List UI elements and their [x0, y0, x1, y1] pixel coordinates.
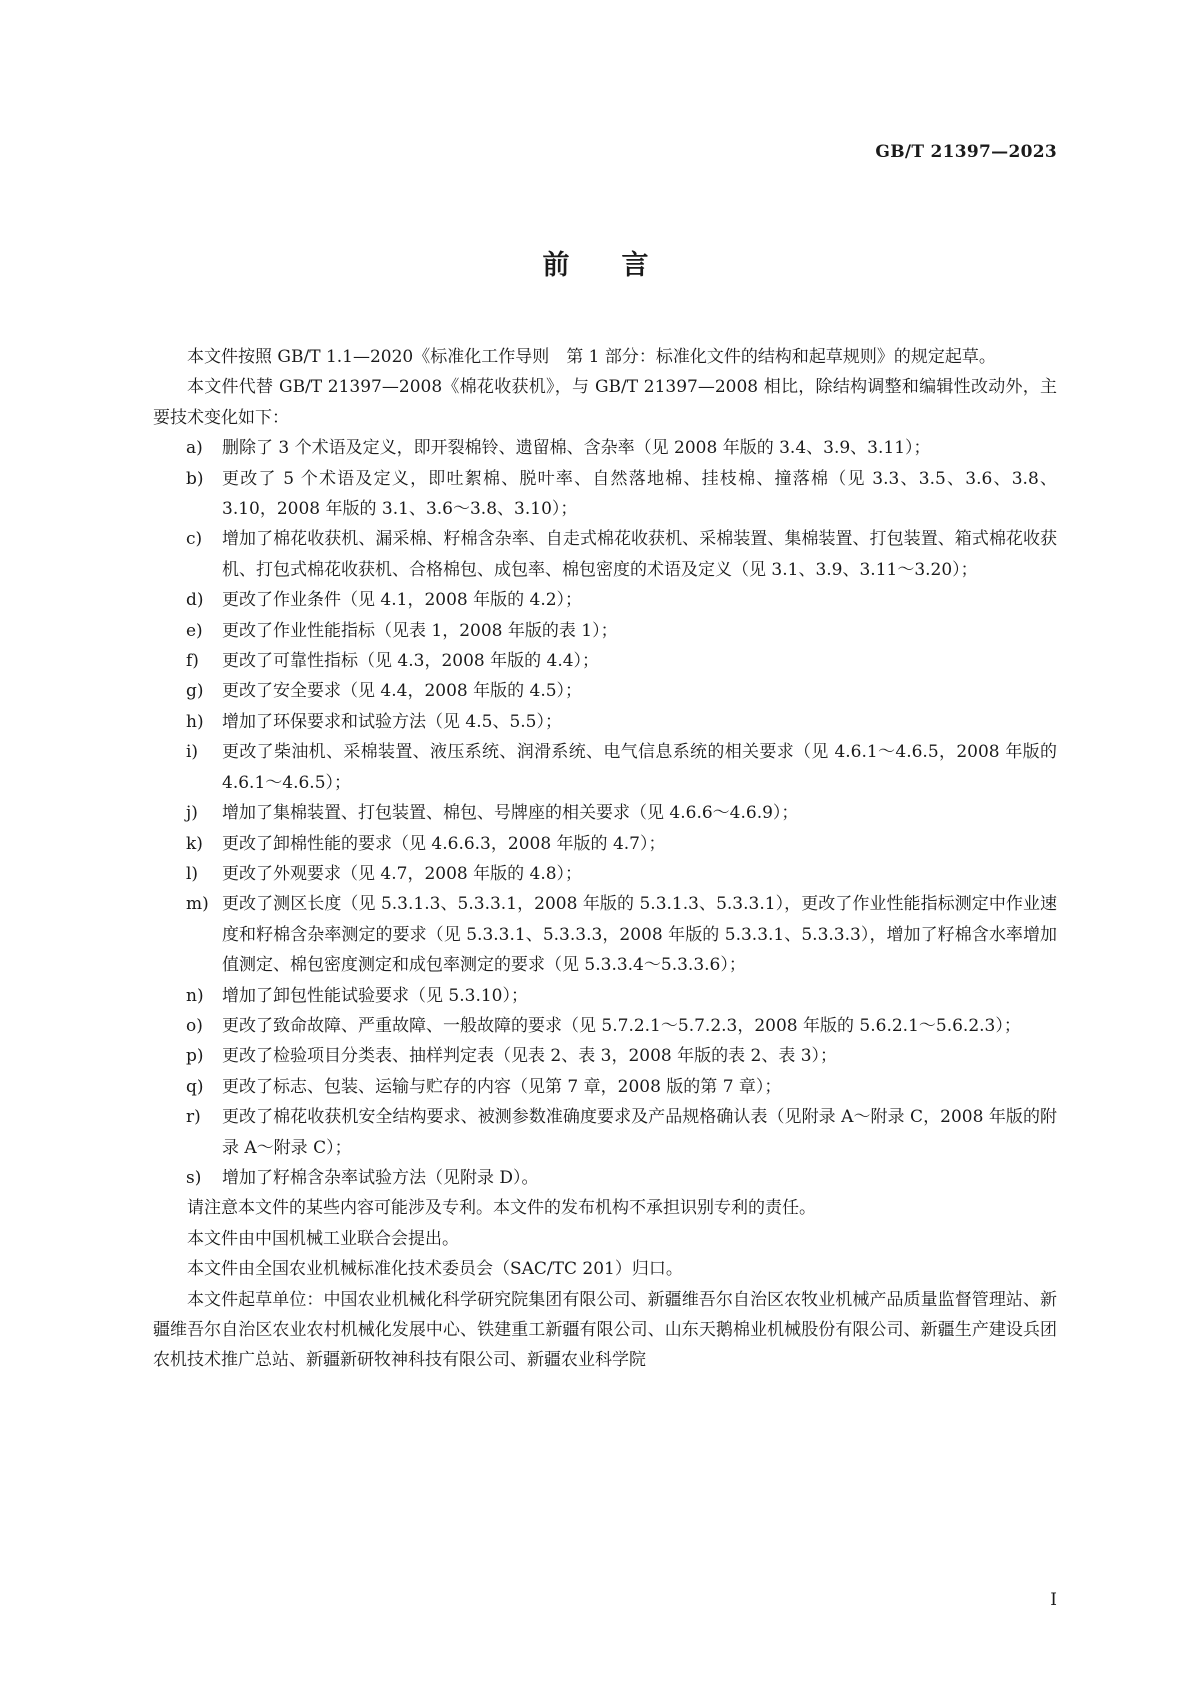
list-item-text: 增加了棉花收获机、漏采棉、籽棉含杂率、自走式棉花收获机、采棉装置、集棉装置、打包装置、箱式棉花收获机、打包式棉花收获机、合格棉包、成包率、棉包密度的术语及定义（见 3.1、3.9、3.11～3.20）； — [222, 529, 1057, 580]
list-marker: a) — [186, 438, 203, 459]
list-item — [153, 524, 1057, 585]
intro-paragraph: 本文件按照 GB/T 1.1—2020《标准化工作导则 第 1 部分：标准化文件的结构和起草规则》的规定起草。 — [187, 347, 996, 367]
list-item — [153, 1041, 1057, 1071]
list-item-text: 增加了集棉装置、打包装置、棉包、号牌座的相关要求（见 4.6.6～4.6.9）； — [222, 803, 799, 824]
list-item-text: 更改了安全要求（见 4.4，2008 年版的 4.5）； — [222, 681, 583, 702]
list-item-text: 更改了 5 个术语及定义，即吐絮棉、脱叶率、自然落地棉、挂枝棉、撞落棉（见 3.3、3.5、3.6、3.8、3.10，2008 年版的 3.1、3.6～3.8、3.10）； — [222, 468, 1057, 520]
list-item-text: 增加了环保要求和试验方法（见 4.5、5.5）； — [222, 711, 562, 732]
list-item-text: 增加了卸包性能试验要求（见 5.3.10）； — [222, 985, 528, 1006]
page-number: I — [1050, 1590, 1057, 1610]
list-marker: e) — [186, 620, 203, 641]
closing-paragraph: 本文件由中国机械工业联合会提出。 — [187, 1228, 459, 1249]
list-item — [153, 829, 1057, 859]
list-item-text: 更改了棉花收获机安全结构要求、被测参数准确度要求及产品规格确认表（见附录 A～附录 C，2008 年版的附录 A～附录 C）； — [222, 1107, 1057, 1158]
list-item-text: 更改了外观要求（见 4.7，2008 年版的 4.8）； — [222, 863, 583, 884]
document-body — [153, 342, 1057, 1376]
intro-paragraph: 本文件代替 GB/T 21397—2008《棉花收获机》，与 GB/T 21397—2008 相比，除结构调整和编辑性改动外，主要技术变化如下： — [153, 377, 1057, 428]
standard-number: GB/T 21397—2023 — [875, 142, 1057, 162]
list-item — [153, 646, 1057, 676]
list-item — [153, 707, 1057, 737]
list-item — [153, 889, 1057, 980]
list-item — [153, 1011, 1057, 1041]
list-item-text: 更改了柴油机、采棉装置、液压系统、润滑系统、电气信息系统的相关要求（见 4.6.1～4.6.5，2008 年版的 4.6.1～4.6.5）； — [222, 742, 1057, 793]
list-marker: q) — [186, 1076, 204, 1097]
list-item-text: 更改了测区长度（见 5.3.1.3、5.3.3.1，2008 年版的 5.3.1.3、5.3.3.1），更改了作业性能指标测定中作业速度和籽棉含杂率测定的要求（见 5.3.3.1、5.3.3.3，2008 年版的 5.3.3.1、5.3.3.3），增加了籽棉含水率增加值测定、棉包密度测定和成包率测定的要求（见 5.3.3.4～5.3.3.6）； — [222, 894, 1057, 976]
page-title: 前言 — [542, 250, 701, 281]
list-marker: p) — [186, 1046, 204, 1067]
list-marker: s) — [186, 1167, 202, 1188]
list-item — [153, 676, 1057, 706]
closing-paragraph: 本文件由全国农业机械标准化技术委员会（SAC/TC 201）归口。 — [187, 1259, 683, 1280]
list-item — [153, 433, 1057, 463]
list-marker: g) — [186, 681, 204, 702]
list-item — [153, 1163, 1057, 1193]
list-item — [153, 737, 1057, 798]
closing-paragraph: 请注意本文件的某些内容可能涉及专利。本文件的发布机构不承担识别专利的责任。 — [187, 1198, 816, 1219]
changes-list — [153, 433, 1057, 1193]
list-item-text: 删除了 3 个术语及定义，即开裂棉铃、遗留棉、含杂率（见 2008 年版的 3.4、3.9、3.11）； — [222, 438, 931, 459]
list-item — [153, 585, 1057, 615]
list-marker: o) — [186, 1015, 203, 1036]
list-item — [153, 616, 1057, 646]
list-item-text: 更改了作业条件（见 4.1，2008 年版的 4.2）； — [222, 590, 583, 611]
list-marker: f) — [186, 651, 199, 672]
list-item-text: 更改了卸棉性能的要求（见 4.6.6.3，2008 年版的 4.7）； — [222, 833, 666, 854]
list-marker: k) — [186, 833, 203, 854]
closing-paragraph: 本文件起草单位：中国农业机械化科学研究院集团有限公司、新疆维吾尔自治区农牧业机械产品质量监督管理站、新疆维吾尔自治区农业农村机械化发展中心、铁建重工新疆有限公司、山东天鹅棉业机械股份有限公司、新疆生产建设兵团农机技术推广总站、新疆新研牧神科技有限公司、新疆农业科学院 — [153, 1289, 1057, 1371]
list-item — [153, 798, 1057, 828]
list-marker: d) — [186, 590, 204, 611]
list-item-text: 更改了标志、包装、运输与贮存的内容（见第 7 章，2008 版的第 7 章）； — [222, 1076, 782, 1097]
list-item-text: 更改了可靠性指标（见 4.3，2008 年版的 4.4）； — [222, 651, 600, 672]
list-item-text: 增加了籽棉含杂率试验方法（见附录 D）。 — [222, 1167, 539, 1188]
list-marker: h) — [186, 711, 204, 732]
list-item — [153, 1072, 1057, 1102]
list-item-text: 更改了检验项目分类表、抽样判定表（见表 2、表 3，2008 年版的表 2、表 3）； — [222, 1046, 838, 1067]
list-item — [153, 464, 1057, 525]
list-marker: j) — [186, 803, 198, 824]
list-item — [153, 859, 1057, 889]
list-marker: i) — [186, 742, 199, 763]
list-item — [153, 1102, 1057, 1163]
list-marker: r) — [186, 1107, 201, 1128]
list-item — [153, 981, 1057, 1011]
list-marker: m) — [186, 894, 209, 915]
list-marker: l) — [186, 863, 199, 884]
list-item-text: 更改了致命故障、严重故障、一般故障的要求（见 5.7.2.1～5.7.2.3，2008 年版的 5.6.2.1～5.6.2.3）； — [222, 1015, 1021, 1036]
list-marker: n) — [186, 985, 204, 1006]
list-marker: c) — [186, 529, 203, 550]
list-marker: b) — [186, 468, 204, 489]
list-item-text: 更改了作业性能指标（见表 1，2008 年版的表 1）； — [222, 620, 618, 641]
